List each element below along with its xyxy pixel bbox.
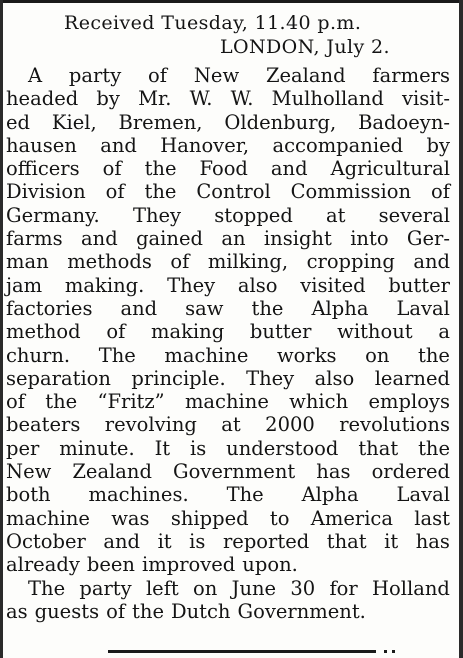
word: of [106, 320, 126, 344]
word: factories [6, 296, 93, 320]
article-line [6, 180, 450, 203]
article-line [6, 483, 450, 506]
word: It [154, 436, 171, 460]
word: of [170, 250, 190, 274]
word: revolving [104, 413, 197, 437]
word: the [144, 180, 177, 204]
word: Division [6, 180, 86, 204]
word: the [45, 390, 78, 414]
article-line [6, 600, 450, 623]
word: which [289, 390, 349, 414]
word: man [6, 250, 49, 274]
word: the [418, 343, 450, 367]
word: stopped [214, 203, 293, 227]
word: June [231, 576, 277, 600]
word: machines. [88, 483, 189, 507]
word: separation [6, 366, 111, 390]
word: W. [230, 87, 254, 111]
word: machine [164, 343, 249, 367]
word: They [167, 273, 216, 297]
word: already [6, 553, 80, 577]
word: and [413, 250, 450, 274]
word: been [86, 553, 135, 577]
word: They [132, 203, 182, 227]
bottom-rule [108, 650, 376, 653]
word: accompanied [272, 133, 404, 157]
word: that [358, 436, 399, 460]
word: 30 [290, 576, 316, 600]
bottom-rule-dot [392, 650, 395, 653]
word: making. [64, 273, 145, 297]
word: insight [263, 227, 332, 251]
place-dateline: LONDON, July 2. [220, 36, 390, 58]
word: ordered [371, 460, 450, 484]
article-line [6, 507, 450, 530]
word: They [246, 366, 295, 390]
word: as [6, 599, 28, 623]
word: at [326, 203, 346, 227]
word: Control [196, 180, 271, 204]
word: also [314, 366, 355, 390]
word: the [418, 436, 450, 460]
word: Holland [372, 576, 450, 600]
word: saw [185, 296, 224, 320]
word: at [221, 413, 241, 437]
word: jam [6, 273, 43, 297]
word: learned [374, 366, 450, 390]
word: of [148, 64, 168, 87]
word: milking, [207, 250, 289, 274]
word: without [337, 320, 413, 344]
word: of [6, 390, 25, 414]
word: also [237, 273, 278, 297]
word: improved [141, 553, 236, 577]
word: making [151, 320, 225, 344]
article-line [6, 530, 450, 553]
word: Alpha [301, 483, 359, 507]
word: a [438, 320, 450, 344]
article-line [6, 274, 450, 297]
word: upon. [242, 553, 298, 577]
article-line [6, 64, 450, 87]
word: gained [136, 227, 203, 251]
word: Alpha [311, 296, 369, 320]
word: was [111, 506, 150, 530]
word: Laval [396, 483, 450, 507]
word: Kiel, [51, 110, 97, 134]
word: of [430, 180, 450, 204]
word: party [68, 64, 122, 87]
word: shipped [170, 506, 249, 530]
word: farmers [372, 64, 450, 87]
word: Hanover, [160, 133, 250, 157]
word: Agricultural [330, 157, 450, 181]
word: cropping [306, 250, 395, 274]
word: churn. [6, 343, 71, 367]
article-line [6, 577, 450, 600]
word: on [193, 576, 218, 600]
left-scan-edge [0, 0, 3, 658]
word: The [98, 343, 136, 367]
word: Commission [290, 180, 412, 204]
article-line [6, 413, 450, 436]
word: employs [368, 390, 450, 414]
word: left [145, 576, 179, 600]
article-line [6, 134, 450, 157]
word: hausen [6, 133, 77, 157]
word: several [378, 203, 450, 227]
word: has [316, 460, 351, 484]
article-line [6, 227, 450, 250]
word: butter [388, 273, 450, 297]
word: for [329, 576, 358, 600]
word: October [6, 529, 86, 553]
word: W. [189, 87, 213, 111]
article-line [6, 297, 450, 320]
word: The [226, 483, 264, 507]
word: has [415, 529, 450, 553]
article-line [6, 250, 450, 273]
word: works [276, 343, 337, 367]
article-line [6, 390, 450, 413]
word: New [193, 64, 240, 87]
word: machine [6, 506, 90, 530]
word: and [120, 296, 158, 320]
word: A [28, 64, 43, 87]
word: into [350, 227, 389, 251]
article-line [6, 344, 450, 367]
word: and [103, 529, 141, 553]
word: butter [249, 320, 312, 344]
word: farms [6, 227, 63, 251]
word: ed [6, 110, 31, 134]
word: of [105, 180, 125, 204]
article-line [6, 204, 450, 227]
word: Laval [396, 296, 450, 320]
word: headed [6, 87, 79, 111]
word: minute. [59, 436, 135, 460]
word: by [426, 133, 450, 157]
word: on [365, 343, 390, 367]
word: Food [199, 157, 248, 181]
right-scan-edge [459, 0, 463, 658]
word: is [190, 436, 207, 460]
article-line [6, 367, 450, 390]
word: it [157, 529, 172, 553]
word: and [270, 157, 308, 181]
word: the [251, 296, 284, 320]
word: visited [300, 273, 366, 297]
word: method [6, 320, 81, 344]
article-body [6, 64, 450, 623]
word: officers [6, 157, 80, 181]
word: the [144, 157, 177, 181]
word: New [6, 460, 52, 484]
word: “Fritz” [97, 390, 165, 414]
word: Government [173, 460, 296, 484]
word: Badoeyn- [358, 110, 450, 134]
word: the [132, 599, 164, 623]
word: is [189, 529, 206, 553]
word: and [81, 227, 118, 251]
word: machine [184, 390, 269, 414]
word: guests [34, 599, 100, 623]
word: both [6, 483, 51, 507]
word: understood [226, 436, 339, 460]
top-rule [0, 0, 463, 3]
article-line [6, 87, 450, 110]
article-line [6, 157, 450, 180]
word: methods [67, 250, 152, 274]
word: last [414, 506, 450, 530]
word: Bremen, [118, 110, 203, 134]
word: revolutions [339, 413, 450, 437]
word: beaters [6, 413, 81, 437]
word: of [102, 157, 122, 181]
article-line [6, 437, 450, 460]
word: to [269, 506, 290, 530]
word: The [28, 576, 66, 600]
received-dateline: Received Tuesday, 11.40 p.m. [64, 12, 362, 34]
word: Oldenburg, [224, 110, 337, 134]
article-line [6, 111, 450, 134]
word: it [384, 529, 399, 553]
word: by [96, 87, 120, 111]
word: Ger- [406, 227, 450, 251]
article-line [6, 460, 450, 483]
word: reported [222, 529, 310, 553]
word: that [326, 529, 367, 553]
word: Mr. [138, 87, 172, 111]
word: party [79, 576, 132, 600]
word: 2000 [265, 413, 315, 437]
word: Dutch [170, 599, 231, 623]
word: visit- [402, 87, 450, 111]
word: Germany. [6, 203, 100, 227]
article-line [6, 553, 450, 576]
word: America [310, 506, 393, 530]
word: Mulholland [271, 87, 384, 111]
word: Zealand [72, 460, 152, 484]
word: an [221, 227, 246, 251]
word: Zealand [265, 64, 346, 87]
word: Government. [237, 599, 366, 623]
word: of [106, 599, 126, 623]
word: per [6, 436, 40, 460]
word: principle. [131, 366, 226, 390]
word: and [100, 133, 137, 157]
article-line [6, 320, 450, 343]
bottom-rule-dot [384, 650, 387, 653]
